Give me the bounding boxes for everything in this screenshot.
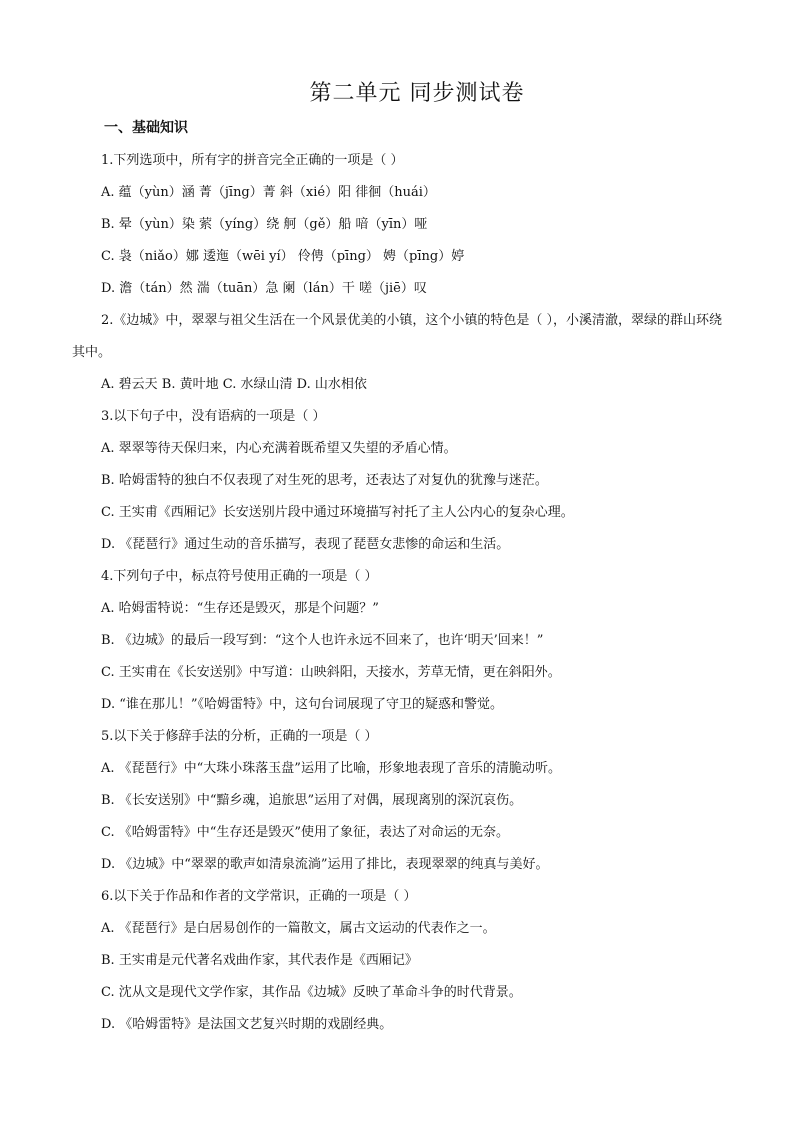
question-list: [72, 145, 728, 1041]
question-option: C. 王实甫《西厢记》长安送别片段中通过环境描写衬托了主人公内心的复杂心理。: [101, 505, 574, 520]
question-stem: 2.《边城》中，翠翠与祖父生活在一个风景优美的小镇，这个小镇的特色是（ ），小溪清澈，翠绿的群山环绕其中。: [72, 313, 723, 360]
question-stem: 1.下列选项中，所有字的拼音完全正确的一项是（ ）: [101, 153, 404, 168]
page-title: 第二单元 同步测试卷: [309, 81, 525, 106]
question-option: D. “谁在那儿！”《哈姆雷特》中，这句台词展现了守卫的疑惑和警觉。: [101, 697, 504, 712]
question-option: A. 《琵琶行》是白居易创作的一篇散文，属古文运动的代表作之一。: [101, 921, 496, 936]
question-option: D. 《琵琶行》通过生动的音乐描写，表现了琵琶女悲惨的命运和生活。: [101, 537, 510, 552]
question-option: B. 王实甫是元代著名戏曲作家，其代表作是《西厢记》: [101, 953, 418, 968]
question-stem: 6.以下关于作品和作者的文学常识，正确的一项是（ ）: [101, 889, 417, 904]
question-option: B. 晕（yùn）染 萦（yíng）绕 舸（gě）船 喑（yīn）哑: [101, 217, 428, 232]
question-option: D. 澹（tán）然 湍（tuān）急 阑（lán）干 嗟（jiē）叹: [101, 281, 427, 296]
section-heading: 一、基础知识: [104, 120, 188, 136]
question-option: C. 沈从文是现代文学作家，其作品《边城》反映了革命斗争的时代背景。: [101, 985, 522, 1000]
question-option: C. 袅（niǎo）娜 逶迤（wēi yí） 伶俜（pīng） 娉（pīng）婷: [101, 249, 465, 264]
question-option: B. 《长安送别》中“黯乡魂，追旅思”运用了对偶，展现离别的深沉哀伤。: [101, 793, 523, 808]
question-option: A. 哈姆雷特说：“生存还是毁灭，那是个问题？”: [101, 601, 379, 616]
question-option: C. 王实甫在《长安送别》中写道：山映斜阳，天接水，芳草无情，更在斜阳外。: [101, 665, 561, 680]
question-option: A. 蕴（yùn）涵 菁（jīng）菁 斜（xié）阳 徘徊（huái）: [101, 185, 436, 200]
question-option: A. 碧云天 B. 黄叶地 C. 水绿山清 D. 山水相依: [101, 377, 367, 392]
question-option: B. 哈姆雷特的独白不仅表现了对生死的思考，还表达了对复仇的犹豫与迷茫。: [101, 473, 548, 488]
question-option: A. 《琵琶行》中“大珠小珠落玉盘”运用了比喻，形象地表现了音乐的清脆动听。: [101, 761, 561, 776]
question-option: B. 《边城》的最后一段写到：“这个人也许永远不回来了，也许‘明天’回来！”: [101, 633, 544, 648]
question-stem: 4.下列句子中，标点符号使用正确的一项是（ ）: [101, 569, 378, 584]
question-stem: 3.以下句子中，没有语病的一项是（ ）: [101, 409, 326, 424]
question-option: C. 《哈姆雷特》中“生存还是毁灭”使用了象征，表达了对命运的无奈。: [101, 825, 510, 840]
question-stem: 5.以下关于修辞手法的分析，正确的一项是（ ）: [101, 729, 378, 744]
question-option: D. 《哈姆雷特》是法国文艺复兴时期的戏剧经典。: [101, 1017, 393, 1032]
question-option: A. 翠翠等待天保归来，内心充满着既希望又失望的矛盾心情。: [101, 441, 457, 456]
question-option: D. 《边城》中“翠翠的歌声如清泉流淌”运用了排比，表现翠翠的纯真与美好。: [101, 857, 549, 872]
